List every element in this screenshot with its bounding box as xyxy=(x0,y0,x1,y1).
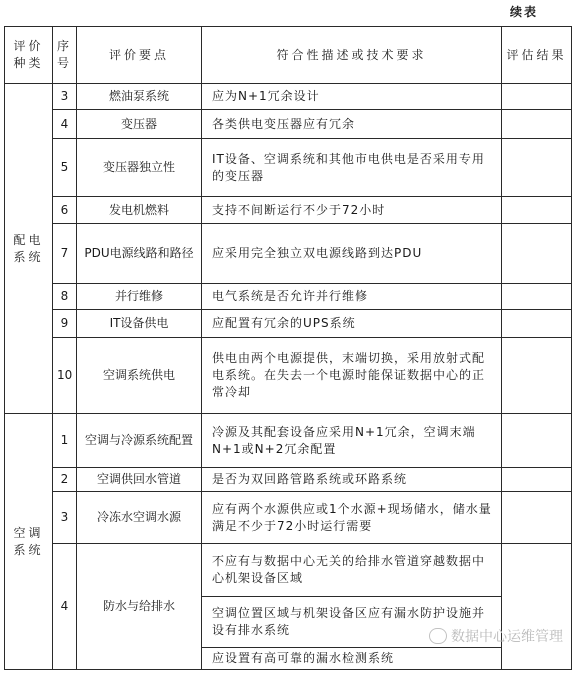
seq-cell: 2 xyxy=(53,468,77,492)
seq-cell: 9 xyxy=(53,310,77,338)
table-row xyxy=(5,197,572,224)
point-cell: 变压器独立性 xyxy=(77,139,202,197)
table-row xyxy=(5,414,572,468)
table-row xyxy=(5,284,572,310)
result-cell xyxy=(502,468,572,492)
desc-cell: 空调位置区域与机架设备区应有漏水防护设施并设有排水系统 xyxy=(202,597,502,648)
seq-cell: 5 xyxy=(53,139,77,197)
desc-cell: 应配置有冗余的UPS系统 xyxy=(202,310,502,338)
watermark xyxy=(429,626,563,646)
seq-cell: 4 xyxy=(53,544,77,670)
seq-cell: 3 xyxy=(53,84,77,110)
table-row xyxy=(5,110,572,139)
result-cell xyxy=(502,414,572,468)
point-cell: 防水与给排水 xyxy=(77,544,202,670)
desc-cell: 应采用完全独立双电源线路到达PDU xyxy=(202,224,502,284)
desc-cell: IT设备、空调系统和其他市电供电是否采用专用的变压器 xyxy=(202,139,502,197)
seq-cell: 8 xyxy=(53,284,77,310)
result-cell xyxy=(502,224,572,284)
desc-cell: 支持不间断运行不少于72小时 xyxy=(202,197,502,224)
result-cell xyxy=(502,492,572,544)
header-desc: 符合性描述或技术要求 xyxy=(202,27,502,84)
table-row xyxy=(5,544,572,597)
result-cell xyxy=(502,197,572,224)
seq-cell: 1 xyxy=(53,414,77,468)
point-cell: 燃油泵系统 xyxy=(77,84,202,110)
point-cell: 空调与冷源系统配置 xyxy=(77,414,202,468)
result-cell xyxy=(502,310,572,338)
table-row xyxy=(5,84,572,110)
desc-cell: 是否为双回路管路系统或环路系统 xyxy=(202,468,502,492)
seq-cell: 3 xyxy=(53,492,77,544)
point-cell: 空调供回水管道 xyxy=(77,468,202,492)
result-cell xyxy=(502,544,572,670)
table-row xyxy=(5,338,572,414)
result-cell xyxy=(502,139,572,197)
table-row xyxy=(5,139,572,197)
category-cell: 空调系统 xyxy=(5,414,53,670)
desc-cell: 应有两个水源供应或1个水源+现场储水，储水量满足不少于72小时运行需要 xyxy=(202,492,502,544)
desc-cell: 应为N+1冗余设计 xyxy=(202,84,502,110)
point-cell: PDU电源线路和路径 xyxy=(77,224,202,284)
result-cell xyxy=(502,284,572,310)
table-row xyxy=(5,492,572,544)
point-cell: IT设备供电 xyxy=(77,310,202,338)
point-cell: 变压器 xyxy=(77,110,202,139)
point-cell: 空调系统供电 xyxy=(77,338,202,414)
result-cell xyxy=(502,84,572,110)
point-cell: 冷冻水空调水源 xyxy=(77,492,202,544)
point-cell: 并行维修 xyxy=(77,284,202,310)
wechat-icon xyxy=(429,628,447,644)
desc-cell: 应设置有高可靠的漏水检测系统 xyxy=(202,648,502,670)
table-row xyxy=(5,224,572,284)
desc-cell: 供电由两个电源提供，末端切换，采用放射式配电系统。在失去一个电源时能保证数据中心的正常冷却 xyxy=(202,338,502,414)
continued-label: 续表 xyxy=(510,5,539,19)
result-cell xyxy=(502,338,572,414)
header-point: 评价要点 xyxy=(77,27,202,84)
table-row xyxy=(5,310,572,338)
watermark-text: 数据中心运维管理 xyxy=(451,629,563,645)
seq-cell: 7 xyxy=(53,224,77,284)
point-cell: 发电机燃料 xyxy=(77,197,202,224)
header-category: 评价种类 xyxy=(5,27,53,84)
desc-cell: 冷源及其配套设备应采用N+1冗余，空调末端N+1或N+2冗余配置 xyxy=(202,414,502,468)
desc-cell: 各类供电变压器应有冗余 xyxy=(202,110,502,139)
evaluation-table xyxy=(4,26,572,670)
desc-cell: 电气系统是否允许并行维修 xyxy=(202,284,502,310)
header-seq: 序号 xyxy=(53,27,77,84)
seq-cell: 4 xyxy=(53,110,77,139)
category-cell: 配电系统 xyxy=(5,84,53,414)
header-result: 评估结果 xyxy=(502,27,572,84)
seq-cell: 10 xyxy=(53,338,77,414)
result-cell xyxy=(502,110,572,139)
table-row xyxy=(5,468,572,492)
desc-cell: 不应有与数据中心无关的给排水管道穿越数据中心机架设备区域 xyxy=(202,544,502,597)
seq-cell: 6 xyxy=(53,197,77,224)
